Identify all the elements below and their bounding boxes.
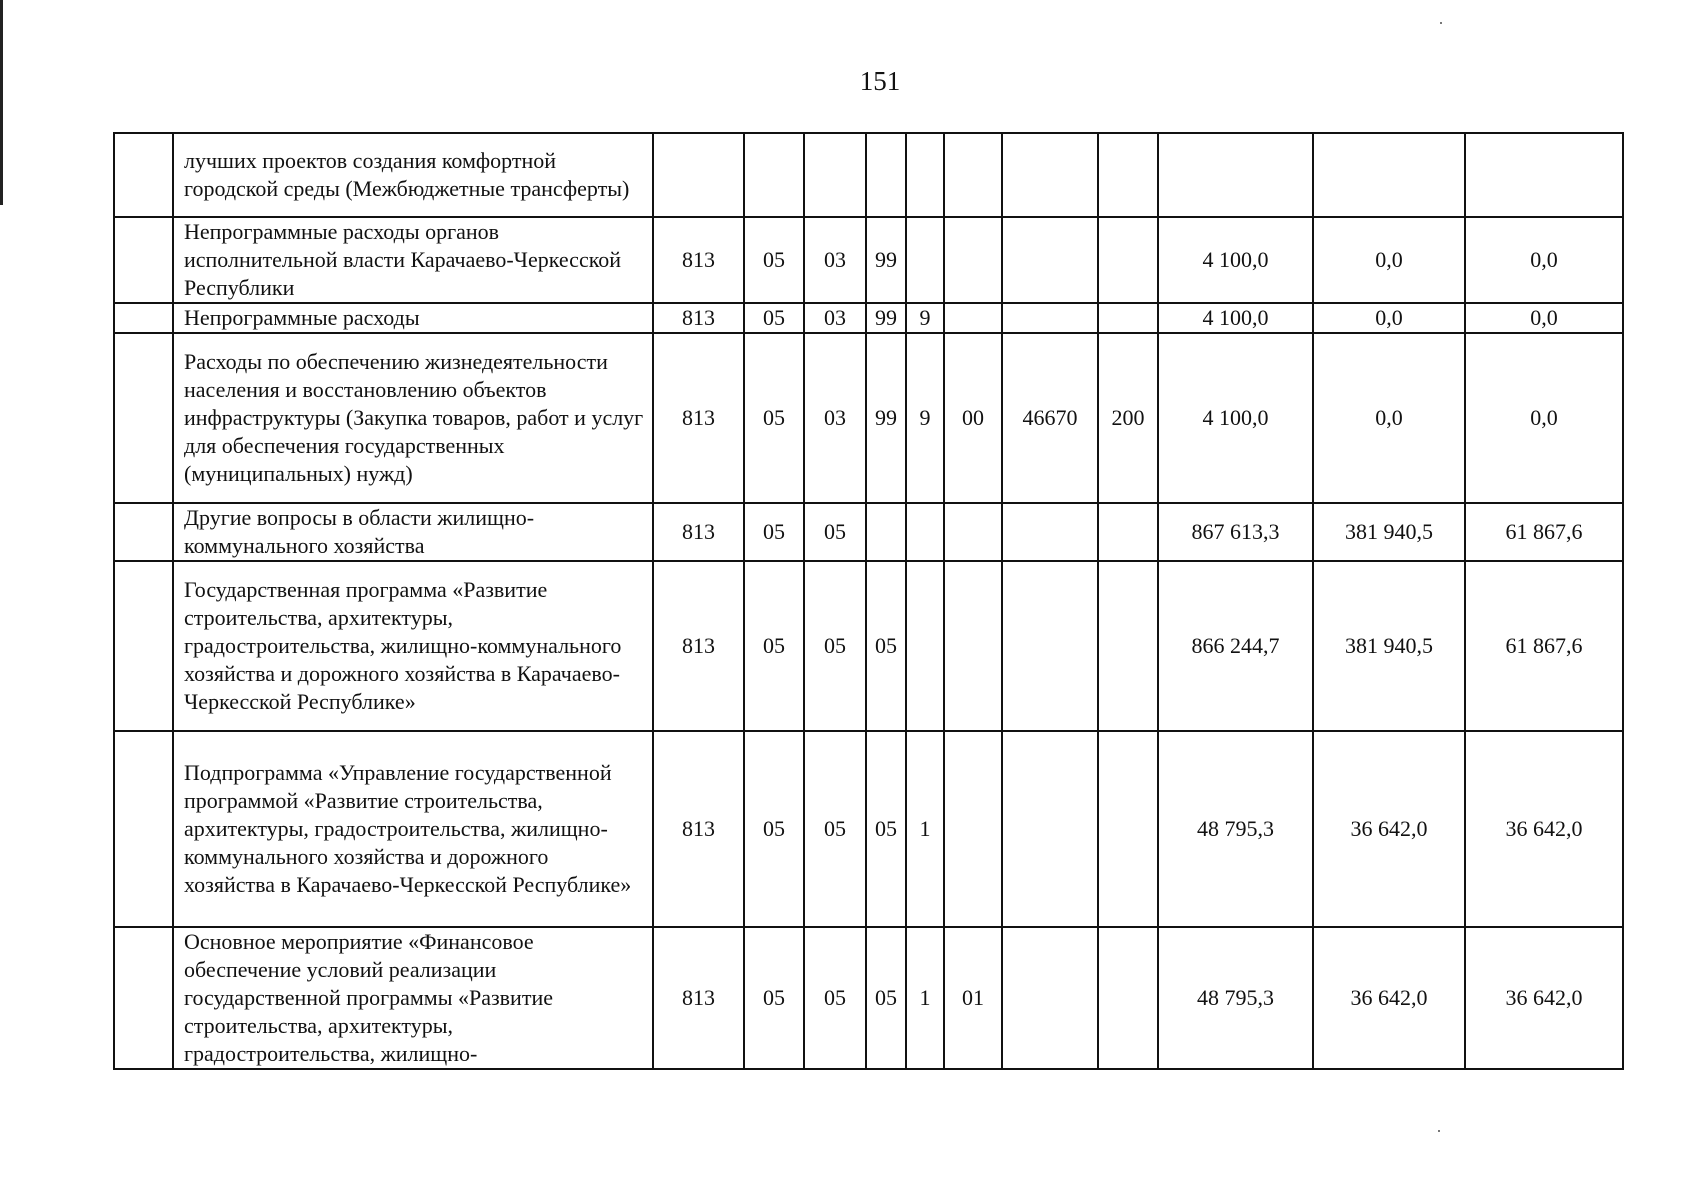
table-row bbox=[114, 731, 1623, 927]
budget-table bbox=[113, 132, 1624, 1070]
row-index-cell bbox=[114, 731, 173, 927]
amount-year-1: 866 244,7 bbox=[1158, 561, 1313, 731]
subprogram-code bbox=[906, 133, 944, 217]
ved-code: 813 bbox=[653, 731, 744, 927]
section-code: 05 bbox=[744, 503, 804, 561]
event-code bbox=[944, 303, 1002, 333]
subprogram-code bbox=[906, 217, 944, 303]
direction-code bbox=[1002, 303, 1098, 333]
expense-type-code: 200 bbox=[1098, 333, 1158, 503]
subprogram-code: 9 bbox=[906, 303, 944, 333]
amount-year-2: 0,0 bbox=[1313, 303, 1465, 333]
amount-year-2: 36 642,0 bbox=[1313, 731, 1465, 927]
direction-code bbox=[1002, 217, 1098, 303]
amount-year-3: 61 867,6 bbox=[1465, 561, 1623, 731]
section-code: 05 bbox=[744, 731, 804, 927]
program-code: 05 bbox=[866, 731, 906, 927]
direction-code bbox=[1002, 927, 1098, 1069]
amount-year-2: 381 940,5 bbox=[1313, 561, 1465, 731]
table-row bbox=[114, 133, 1623, 217]
table-row bbox=[114, 303, 1623, 333]
section-code: 05 bbox=[744, 333, 804, 503]
program-code bbox=[866, 503, 906, 561]
expense-type-code bbox=[1098, 503, 1158, 561]
expense-type-code bbox=[1098, 731, 1158, 927]
row-index-cell bbox=[114, 133, 173, 217]
row-name: Расходы по обеспечению жизнедеятельности населения и восстановлению объектов инфраструктуры (Закупка товаров, работ и услуг для обеспечения государственных (муниципальных) нужд) bbox=[173, 333, 653, 503]
subprogram-code bbox=[906, 561, 944, 731]
amount-year-1 bbox=[1158, 133, 1313, 217]
expense-type-code bbox=[1098, 133, 1158, 217]
row-index-cell bbox=[114, 561, 173, 731]
subsection-code: 05 bbox=[804, 561, 866, 731]
amount-year-3: 36 642,0 bbox=[1465, 927, 1623, 1069]
section-code: 05 bbox=[744, 927, 804, 1069]
table-row bbox=[114, 561, 1623, 731]
event-code bbox=[944, 561, 1002, 731]
ved-code: 813 bbox=[653, 303, 744, 333]
scan-speck bbox=[1438, 1130, 1440, 1132]
subsection-code: 03 bbox=[804, 303, 866, 333]
amount-year-3: 0,0 bbox=[1465, 217, 1623, 303]
subprogram-code: 1 bbox=[906, 731, 944, 927]
ved-code: 813 bbox=[653, 503, 744, 561]
ved-code bbox=[653, 133, 744, 217]
direction-code bbox=[1002, 561, 1098, 731]
scan-left-edge bbox=[0, 0, 3, 205]
amount-year-1: 867 613,3 bbox=[1158, 503, 1313, 561]
direction-code bbox=[1002, 133, 1098, 217]
section-code: 05 bbox=[744, 217, 804, 303]
subsection-code: 05 bbox=[804, 731, 866, 927]
row-name: Непрограммные расходы органов исполнительной власти Карачаево-Черкесской Республики bbox=[173, 217, 653, 303]
ved-code: 813 bbox=[653, 217, 744, 303]
event-code bbox=[944, 133, 1002, 217]
program-code: 99 bbox=[866, 333, 906, 503]
amount-year-1: 4 100,0 bbox=[1158, 333, 1313, 503]
ved-code: 813 bbox=[653, 927, 744, 1069]
event-code bbox=[944, 731, 1002, 927]
subsection-code: 03 bbox=[804, 333, 866, 503]
amount-year-2: 36 642,0 bbox=[1313, 927, 1465, 1069]
program-code: 99 bbox=[866, 217, 906, 303]
row-name: Другие вопросы в области жилищно-коммунального хозяйства bbox=[173, 503, 653, 561]
amount-year-3: 61 867,6 bbox=[1465, 503, 1623, 561]
direction-code bbox=[1002, 731, 1098, 927]
amount-year-1: 48 795,3 bbox=[1158, 731, 1313, 927]
subsection-code: 05 bbox=[804, 503, 866, 561]
amount-year-3: 0,0 bbox=[1465, 333, 1623, 503]
event-code bbox=[944, 503, 1002, 561]
amount-year-1: 4 100,0 bbox=[1158, 303, 1313, 333]
amount-year-2: 0,0 bbox=[1313, 333, 1465, 503]
row-name: Государственная программа «Развитие строительства, архитектуры, градостроительства, жилищно-коммунального хозяйства и дорожного хозяйства в Карачаево-Черкесской Республике» bbox=[173, 561, 653, 731]
expense-type-code bbox=[1098, 927, 1158, 1069]
row-index-cell bbox=[114, 503, 173, 561]
amount-year-3: 0,0 bbox=[1465, 303, 1623, 333]
table-row bbox=[114, 217, 1623, 303]
event-code: 01 bbox=[944, 927, 1002, 1069]
row-index-cell bbox=[114, 333, 173, 503]
section-code: 05 bbox=[744, 561, 804, 731]
subsection-code: 05 bbox=[804, 927, 866, 1069]
amount-year-3: 36 642,0 bbox=[1465, 731, 1623, 927]
amount-year-3 bbox=[1465, 133, 1623, 217]
subprogram-code: 9 bbox=[906, 333, 944, 503]
program-code: 05 bbox=[866, 561, 906, 731]
row-index-cell bbox=[114, 217, 173, 303]
direction-code bbox=[1002, 503, 1098, 561]
amount-year-2: 381 940,5 bbox=[1313, 503, 1465, 561]
amount-year-2 bbox=[1313, 133, 1465, 217]
table-row bbox=[114, 503, 1623, 561]
subprogram-code: 1 bbox=[906, 927, 944, 1069]
event-code bbox=[944, 217, 1002, 303]
event-code: 00 bbox=[944, 333, 1002, 503]
subsection-code: 03 bbox=[804, 217, 866, 303]
subprogram-code bbox=[906, 503, 944, 561]
expense-type-code bbox=[1098, 561, 1158, 731]
table-row bbox=[114, 927, 1623, 1069]
section-code bbox=[744, 133, 804, 217]
row-name: лучших проектов создания комфортной городской среды (Межбюджетные трансферты) bbox=[173, 133, 653, 217]
page-number: 151 bbox=[859, 66, 901, 96]
ved-code: 813 bbox=[653, 561, 744, 731]
ved-code: 813 bbox=[653, 333, 744, 503]
program-code: 05 bbox=[866, 927, 906, 1069]
expense-type-code bbox=[1098, 303, 1158, 333]
scan-speck bbox=[1440, 22, 1442, 24]
subsection-code bbox=[804, 133, 866, 217]
row-index-cell bbox=[114, 303, 173, 333]
row-name: Подпрограмма «Управление государственной программой «Развитие строительства, архитектуры, градостроительства, жилищно-коммунального хозяйства и дорожного хозяйства в Карачаево-Черкесской Республике» bbox=[173, 731, 653, 927]
direction-code: 46670 bbox=[1002, 333, 1098, 503]
row-name: Основное мероприятие «Финансовое обеспечение условий реализации государственной программы «Развитие строительства, архитектуры, градостроительства, жилищно- bbox=[173, 927, 653, 1069]
row-name: Непрограммные расходы bbox=[173, 303, 653, 333]
amount-year-1: 48 795,3 bbox=[1158, 927, 1313, 1069]
amount-year-2: 0,0 bbox=[1313, 217, 1465, 303]
section-code: 05 bbox=[744, 303, 804, 333]
amount-year-1: 4 100,0 bbox=[1158, 217, 1313, 303]
table-row bbox=[114, 333, 1623, 503]
expense-type-code bbox=[1098, 217, 1158, 303]
program-code: 99 bbox=[866, 303, 906, 333]
program-code bbox=[866, 133, 906, 217]
row-index-cell bbox=[114, 927, 173, 1069]
